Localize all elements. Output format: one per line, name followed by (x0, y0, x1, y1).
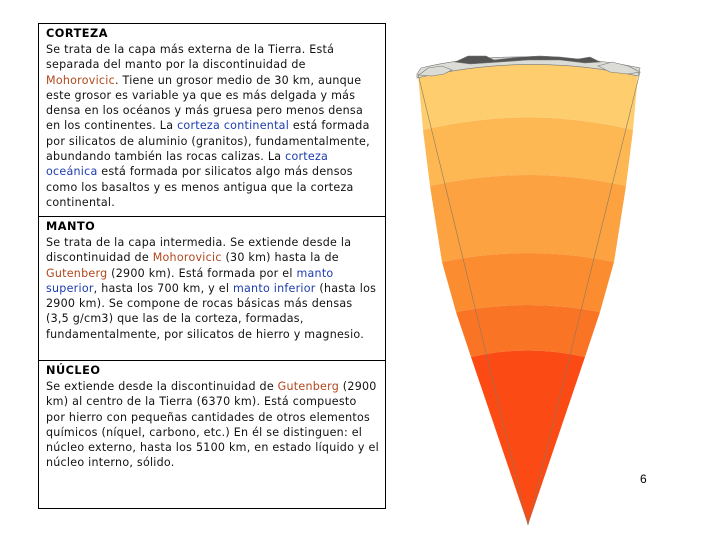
page-number: 6 (640, 472, 647, 486)
text-run: (2900 km) al centro de la Tierra (6370 km). Está compuesto por hierro con pequeñas cantidades de otros elementos químicos (níquel, carbono, etc.) En él se distinguen: el núcleo externo, hasta los 5100 km, en estado líquido y el núcleo interno, sólido. (46, 380, 379, 470)
section-title: MANTO (46, 220, 96, 233)
highlighted-term: Gutenberg (46, 266, 108, 280)
text-run: está formada por silicatos algo más densos como los basaltos y es menos antigua que la corteza continental. (46, 165, 354, 209)
text-run: , hasta los 700 km, y el (93, 281, 233, 295)
highlighted-term: Mohorovicic (46, 73, 115, 87)
text-run: está formada por silicatos de aluminio (granitos), fundamentalmente, abundando también las rocas calizas. La (46, 119, 370, 164)
text-run: Se trata de la capa intermedia. Se extiende desde la discontinuidad de (46, 236, 352, 265)
highlighted-term: manto superior (46, 266, 334, 295)
text-run: Se trata de la capa más externa de la Tierra. Está separada del manto por la discontinuidad de (46, 43, 335, 72)
text-run: (hasta los 2900 km). Se compone de rocas básicas más densas (3,5 g/cm3) que las de la corteza, formadas, fundamentalmente, por silicatos de hierro y magnesio. (46, 281, 377, 341)
highlighted-term: corteza oceánica (46, 150, 329, 179)
layer-outer-core (456, 305, 600, 357)
section-title: CORTEZA (46, 27, 108, 40)
text-run: (30 km) hasta la de (221, 251, 339, 265)
highlighted-term: Gutenberg (277, 380, 340, 393)
text-run: (2900 km). Está formada por el (107, 266, 297, 280)
section-title: NÚCLEO (46, 364, 101, 377)
layer-lower-mantle-a (430, 175, 626, 262)
highlighted-term: corteza continental (177, 119, 290, 133)
text-run: . Tiene un grosor medio de 30 km, aunque este grosor es variable ya que es más delgada y más densa en los océanos y más gruesa pero menos densa en los continentes. La (46, 73, 363, 133)
highlighted-term: manto inferior (232, 281, 316, 295)
highlighted-term: Mohorovicic (152, 251, 222, 265)
text-run: Se extiende desde la discontinuidad de (46, 380, 278, 393)
layer-inner-core (471, 351, 585, 526)
